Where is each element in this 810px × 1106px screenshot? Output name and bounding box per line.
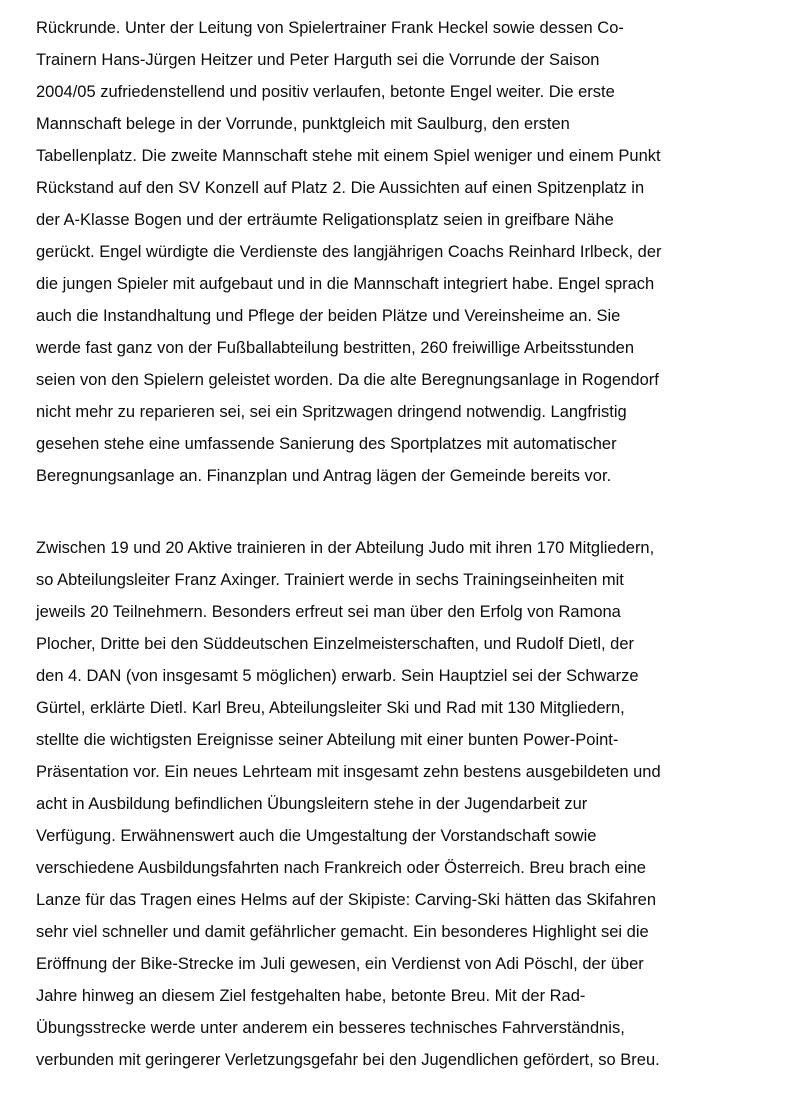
text-line: Eröffnung der Bike-Strecke im Juli gewesen, ein Verdienst von Adi Pöschl, der über: [36, 955, 644, 973]
text-line: so Abteilungsleiter Franz Axinger. Trainiert werde in sechs Trainingseinheiten mit: [36, 571, 624, 589]
text-line: Plocher, Dritte bei den Süddeutschen Einzelmeisterschaften, und Rudolf Dietl, der: [36, 635, 635, 653]
text-line: acht in Ausbildung befindlichen Übungsleitern stehe in der Jugendarbeit zur: [36, 795, 588, 813]
text-line: Jahre hinweg an diesem Ziel festgehalten habe, betonte Breu. Mit der Rad-: [36, 987, 586, 1005]
text-line: Präsentation vor. Ein neues Lehrteam mit insgesamt zehn bestens ausgebildeten und: [36, 763, 661, 781]
text-line: Lanze für das Tragen eines Helms auf der Skipiste: Carving-Ski hätten das Skifahren: [36, 891, 656, 909]
text-line: Trainern Hans-Jürgen Heitzer und Peter Harguth sei die Vorrunde der Saison: [36, 51, 600, 69]
text-line: stellte die wichtigsten Ereignisse seiner Abteilung mit einer bunten Power-Point-: [36, 731, 619, 749]
text-line: die jungen Spieler mit aufgebaut und in die Mannschaft integriert habe. Engel sprach: [36, 275, 655, 293]
text-line: Gürtel, erklärte Dietl. Karl Breu, Abteilungsleiter Ski und Rad mit 130 Mitgliedern,: [36, 699, 625, 717]
text-line: der A-Klasse Bogen und der erträumte Religationsplatz seien in greifbare Nähe: [36, 211, 614, 229]
text-line: Beregnungsanlage an. Finanzplan und Antrag lägen der Gemeinde bereits vor.: [36, 467, 612, 485]
text-line: nicht mehr zu reparieren sei, sei ein Spritzwagen dringend notwendig. Langfristig: [36, 403, 627, 421]
text-line: werde fast ganz von der Fußballabteilung bestritten, 260 freiwillige Arbeitsstunden: [36, 339, 635, 357]
text-line: Zwischen 19 und 20 Aktive trainieren in der Abteilung Judo mit ihren 170 Mitgliedern,: [36, 539, 655, 557]
text-line: gesehen stehe eine umfassende Sanierung des Sportplatzes mit automatischer: [36, 435, 617, 453]
text-line: Verfügung. Erwähnenswert auch die Umgestaltung der Vorstandschaft sowie: [36, 827, 597, 845]
text-line: Rückstand auf den SV Konzell auf Platz 2. Die Aussichten auf einen Spitzenplatz in: [36, 179, 645, 197]
text-line: verschiedene Ausbildungsfahrten nach Frankreich oder Österreich. Breu brach eine: [36, 859, 646, 877]
text-line: Rückrunde. Unter der Leitung von Spielertrainer Frank Heckel sowie dessen Co-: [36, 19, 624, 37]
text-line: jeweils 20 Teilnehmern. Besonders erfreut sei man über den Erfolg von Ramona: [36, 603, 621, 621]
text-line: Übungsstrecke werde unter anderem ein besseres technisches Fahrverständnis,: [36, 1019, 625, 1037]
text-line: auch die Instandhaltung und Pflege der beiden Plätze und Vereinsheime an. Sie: [36, 307, 621, 325]
text-line: 2004/05 zufriedenstellend und positiv verlaufen, betonte Engel weiter. Die erste: [36, 83, 615, 101]
text-line: verbunden mit geringerer Verletzungsgefahr bei den Jugendlichen gefördert, so Breu.: [36, 1051, 660, 1069]
text-line: seien von den Spielern geleistet worden. Da die alte Beregnungsanlage in Rogendorf: [36, 371, 659, 389]
text-line: Mannschaft belege in der Vorrunde, punktgleich mit Saulburg, den ersten: [36, 115, 570, 133]
text-line: den 4. DAN (von insgesamt 5 möglichen) erwarb. Sein Hauptziel sei der Schwarze: [36, 667, 639, 685]
text-line: Tabellenplatz. Die zweite Mannschaft stehe mit einem Spiel weniger und einem Punkt: [36, 147, 661, 165]
text-line: sehr viel schneller und damit gefährlicher gemacht. Ein besonderes Highlight sei die: [36, 923, 649, 941]
text-line: gerückt. Engel würdigte die Verdienste des langjährigen Coachs Reinhard Irlbeck, der: [36, 243, 662, 261]
